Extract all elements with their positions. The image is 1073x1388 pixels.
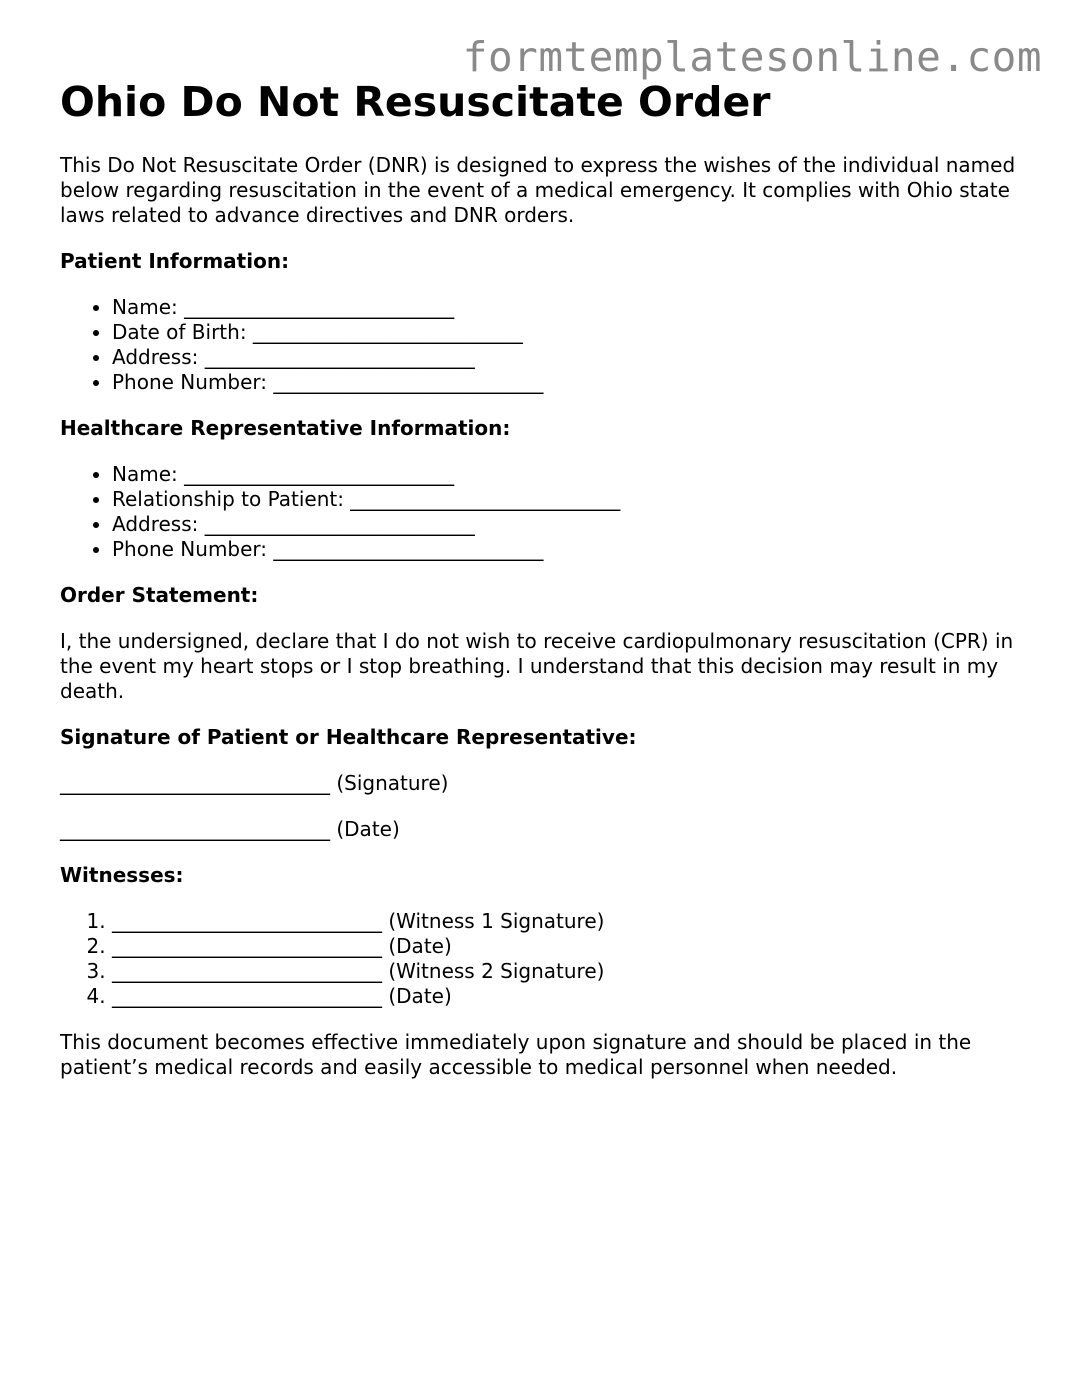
signature-date-line: ___________________________ (Date) xyxy=(60,817,400,841)
patient-dob-field: • Date of Birth: ___________________________ xyxy=(112,320,1020,345)
watermark-text: formtemplatesonline.com xyxy=(462,33,1042,81)
representative-phone-field: • Phone Number: ___________________________ xyxy=(112,537,1020,562)
witness-2-signature-line: 3. ___________________________ (Witness 2 Signature) xyxy=(112,959,1020,984)
representative-name-field: • Name: ___________________________ xyxy=(112,462,1020,487)
patient-info-heading: Patient Information: xyxy=(60,249,290,273)
order-statement-text: I, the undersigned, declare that I do not wish to receive cardiopulmonary resuscitation (CPR) in the event my heart stops or I stop breathing. I understand that this decision may result in my death. xyxy=(60,629,1014,703)
witness-1-date-line: 2. ___________________________ (Date) xyxy=(112,934,1020,959)
representative-relationship-field: • Relationship to Patient: ___________________________ xyxy=(112,487,1020,512)
patient-name-field: • Name: ___________________________ xyxy=(112,295,1020,320)
witness-1-signature-line: 1. ___________________________ (Witness 1 Signature) xyxy=(112,909,1020,934)
patient-address-field: • Address: ___________________________ xyxy=(112,345,1020,370)
document-body xyxy=(60,77,1020,1101)
closing-paragraph: This document becomes effective immediately upon signature and should be placed in the patient’s medical records and easily accessible to medical personnel when needed. xyxy=(60,1030,972,1079)
signature-heading: Signature of Patient or Healthcare Representative: xyxy=(60,725,637,749)
signature-line: ___________________________ (Signature) xyxy=(60,771,449,795)
representative-info-heading: Healthcare Representative Information: xyxy=(60,416,511,440)
representative-address-field: • Address: ___________________________ xyxy=(112,512,1020,537)
patient-phone-field: • Phone Number: ___________________________ xyxy=(112,370,1020,395)
order-statement-heading: Order Statement: xyxy=(60,583,259,607)
patient-info-list xyxy=(60,295,1020,395)
page-title: Ohio Do Not Resuscitate Order xyxy=(60,78,771,126)
representative-info-list xyxy=(60,462,1020,562)
witnesses-list xyxy=(60,909,1020,1009)
witnesses-heading: Witnesses: xyxy=(60,863,184,887)
witness-2-date-line: 4. ___________________________ (Date) xyxy=(112,984,1020,1009)
intro-paragraph: This Do Not Resuscitate Order (DNR) is designed to express the wishes of the individual named below regarding resuscitation in the event of a medical emergency. It complies with Ohio state laws related to advance directives and DNR orders. xyxy=(60,153,1016,227)
